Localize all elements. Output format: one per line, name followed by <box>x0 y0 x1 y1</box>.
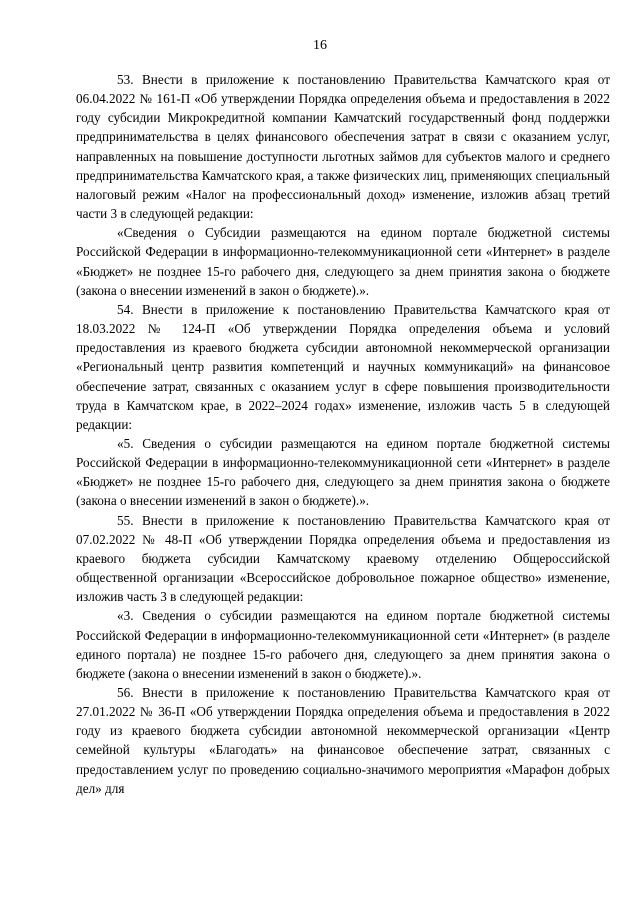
paragraph-53-quote: «Сведения о Субсидии размещаются на едином портале бюджетной системы Российской Федерации в информационно-телекоммуникационной сети «Интернет» в разделе «Бюджет» не позднее 15-го рабочего дня, следующего за днем принятия закона о бюджете (закона о внесении изменений в закон о бюджете).». <box>76 225 610 298</box>
page-number: 16 <box>313 38 327 53</box>
paragraph-54-quote: «5. Сведения о субсидии размещаются на едином портале бюджетной системы Российской Федерации в информационно-телекоммуникационной сети «Интернет» в разделе «Бюджет» не позднее 15-го рабочего дня, следующего за днем принятия закона о бюджете (закона о внесении изменений в закон о бюджете).». <box>76 435 610 509</box>
paragraph-55-quote: «3. Сведения о субсидии размещаются на едином портале бюджетной системы Российской Федерации в информационно-телекоммуникационной сети «Интернет» (в разделе единого портала) не позднее 15-го рабочего дня, следующего за днем принятия закона о бюджете (закона о внесении изменений в закон о бюджете).». <box>76 608 610 681</box>
paragraph-53: 53. Внести в приложение к постановлению Правительства Камчатского края от 06.04.2022 № 161-П «Об утверждении Порядка определения объема и предоставления в 2022 году субсидии Микрокредитной компании Камчатский государственный фонд поддержки предпринимательства в целях финансового обеспечения затрат в связи с оказанием услуг, направленных на повышение доступности льготных займов для субъектов малого и среднего предпринимательства Камчатского края, а также физических лиц, применяющих специальный налоговый режим «Налог на профессиональный доход» изменение, изложив абзац третий части 3 в следующей редакции: <box>76 72 610 222</box>
paragraph-56: 56. Внести в приложение к постановлению Правительства Камчатского края от 27.01.2022 № 36-П «Об утверждении Порядка определения объема и предоставления в 2022 году из краевого бюджета субсидии автономной некоммерческой организации «Центр семейной культуры «Благодать» на финансовое обеспечение затрат, связанных с предоставлением услуг по проведению социально-значимого мероприятия «Марафон добрых дел» для <box>76 685 610 796</box>
paragraph-54: 54. Внести в приложение к постановлению Правительства Камчатского края от 18.03.2022 № 124-П «Об утверждении Порядка определения объема и условий предоставления из краевого бюджета субсидии автономной некоммерческой организации «Региональный центр развития компетенций и научных коммуникаций» на финансовое обеспечение затрат, связанных с оказанием услуг в сфере повышения производительности труда в Камчатском крае, в 2022–2024 годах» изменение, изложив часть 5 в следующей редакции: <box>76 301 610 432</box>
paragraph-55: 55. Внести в приложение к постановлению Правительства Камчатского края от 07.02.2022 № 48-П «Об утверждении Порядка определения объема и предоставления из краевого бюджета субсидии Камчатскому краевому отделению Общероссийской общественной организации «Всероссийское добровольное пожарное общество» изменение, изложив часть 3 в следующей редакции: <box>76 512 610 605</box>
document-body <box>76 70 610 798</box>
